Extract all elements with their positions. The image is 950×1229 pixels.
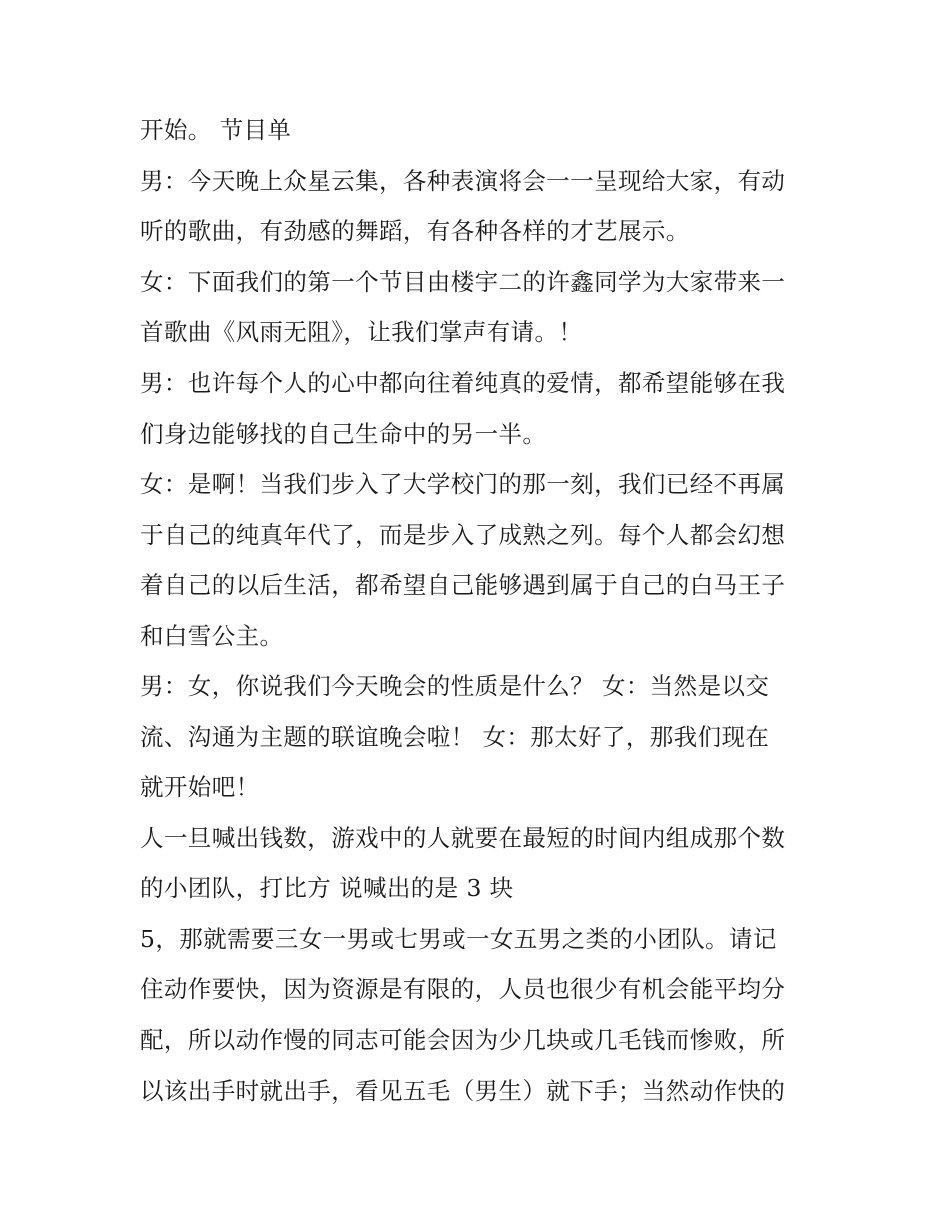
text-line: 配，所以动作慢的同志可能会因为少几块或几毛钱而惨败，所 xyxy=(140,1026,786,1054)
text-line: 5，那就需要三女一男或七男或一女五男之类的小团队。请记 xyxy=(140,925,777,953)
text-line: 的小团队，打比方 说喊出的是 3 块 xyxy=(140,874,514,902)
text-line: 首歌曲《风雨无阻》，让我们掌声有请。！ xyxy=(140,318,583,346)
text-line: 人一旦喊出钱数，游戏中的人就要在最短的时间内组成那个数 xyxy=(140,824,786,852)
text-line: 男：女，你说我们今天晚会的性质是什么？ 女：当然是以交 xyxy=(140,672,770,700)
text-line: 住动作要快，因为资源是有限的，人员也很少有机会能平均分 xyxy=(140,975,786,1003)
text-line: 就开始吧！ xyxy=(140,773,260,801)
text-line: 们身边能够找的自己生命中的另一半。 xyxy=(140,420,547,448)
text-line: 女：是啊！当我们步入了大学校门的那一刻，我们已经不再属 xyxy=(140,470,786,498)
text-line: 着自己的以后生活，都希望自己能够遇到属于自己的白马王子 xyxy=(140,571,786,599)
text-line: 女：下面我们的第一个节目由楼宇二的许鑫同学为大家带来一 xyxy=(140,268,786,296)
text-line: 流、沟通为主题的联谊晚会啦！ 女：那太好了，那我们现在 xyxy=(140,723,770,751)
text-line: 开始。 节目单 xyxy=(140,116,292,144)
text-line: 男：也许每个人的心中都向往着纯真的爱情，都希望能够在我 xyxy=(140,369,786,397)
text-line: 听的歌曲，有劲感的舞蹈，有各种各样的才艺展示。 xyxy=(140,217,690,245)
text-line: 以该出手时就出手，看见五毛（男生）就下手；当然动作快的 xyxy=(140,1077,786,1105)
text-line: 于自己的纯真年代了，而是步入了成熟之列。每个人都会幻想 xyxy=(140,521,786,549)
text-line: 男：今天晚上众星云集，各种表演将会一一呈现给大家，有动 xyxy=(140,167,786,195)
text-line: 和白雪公主。 xyxy=(140,622,284,650)
